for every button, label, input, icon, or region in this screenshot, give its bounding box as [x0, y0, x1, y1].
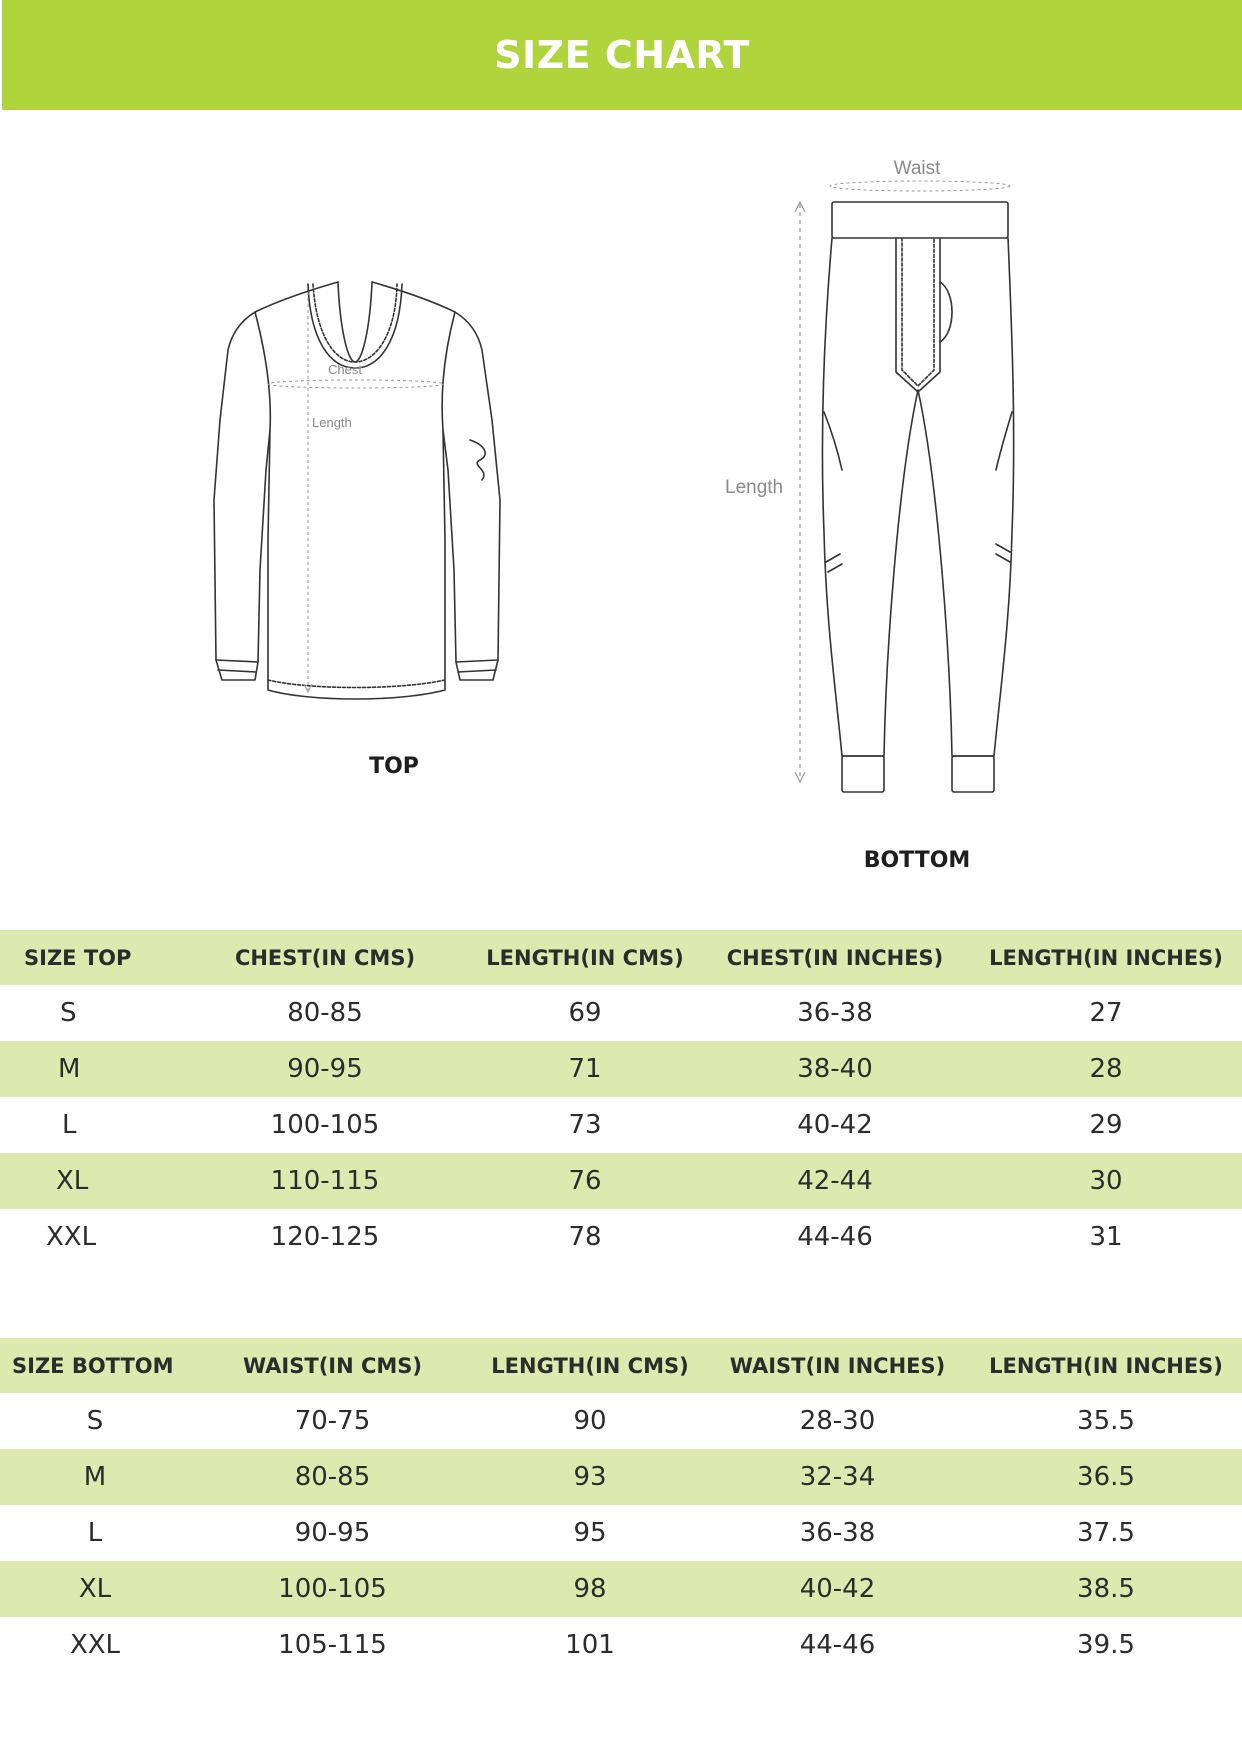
- table-cell: 90-95: [294, 1518, 371, 1548]
- table-row: [0, 1561, 1242, 1617]
- table-cell: 80-85: [287, 998, 363, 1028]
- table-cell: 36-38: [799, 1518, 876, 1548]
- column-header: LENGTH(IN INCHES): [970, 1338, 1242, 1393]
- table-cell: XXL: [69, 1630, 121, 1660]
- table-cell: 38-40: [700, 1041, 970, 1097]
- table-cell: 39.5: [1077, 1630, 1135, 1660]
- bottom-garment-illustration: [720, 152, 1020, 802]
- table-cell: 40-42: [797, 1110, 873, 1140]
- table-cell: 78: [568, 1222, 602, 1252]
- column-header: LENGTH(IN INCHES): [970, 930, 1242, 985]
- table-row: [0, 1153, 1242, 1209]
- table-cell: 35.5: [1077, 1406, 1135, 1436]
- top-size-table: [0, 930, 1242, 1265]
- table-row: [0, 1097, 1242, 1153]
- table-cell: 29: [1089, 1110, 1123, 1140]
- column-header: CHEST(IN CMS): [180, 930, 470, 985]
- table-cell: 120-125: [270, 1222, 380, 1252]
- table-cell: 27: [1089, 998, 1123, 1028]
- table-cell: 31: [1089, 1222, 1123, 1252]
- table-cell: XXL: [46, 1222, 97, 1252]
- table-cell: 90-95: [180, 1041, 470, 1097]
- table-cell: 37.5: [1077, 1518, 1135, 1548]
- table-cell: 40-42: [705, 1561, 970, 1617]
- table-cell: 76: [470, 1153, 700, 1209]
- table-cell: 100-105: [190, 1561, 475, 1617]
- table-row: [0, 1505, 1242, 1561]
- table-cell: 98: [475, 1561, 705, 1617]
- table-cell: 95: [573, 1518, 607, 1548]
- table-row: [0, 1617, 1242, 1673]
- bottom-caption: BOTTOM: [863, 848, 971, 873]
- table-cell: 73: [568, 1110, 602, 1140]
- table-cell: 100-105: [270, 1110, 380, 1140]
- table-cell: 69: [568, 998, 602, 1028]
- column-header: LENGTH(IN CMS): [475, 1338, 705, 1393]
- bottom-length-label: Length: [725, 477, 784, 498]
- table-row: [0, 1209, 1242, 1265]
- title-banner: [2, 0, 1242, 110]
- table-cell: S: [60, 998, 77, 1028]
- waist-label: Waist: [893, 158, 941, 179]
- table-cell: 80-85: [190, 1449, 475, 1505]
- table-row: [0, 985, 1242, 1041]
- table-cell: 105-115: [278, 1630, 387, 1660]
- column-header: SIZE TOP: [0, 930, 180, 985]
- top-length-label: Length: [312, 415, 352, 430]
- chest-label: Chest: [328, 362, 362, 377]
- top-caption: TOP: [369, 754, 419, 779]
- table-cell: 36.5: [970, 1449, 1242, 1505]
- table-cell: XL: [0, 1561, 190, 1617]
- table-cell: 110-115: [180, 1153, 470, 1209]
- table-cell: XL: [0, 1153, 180, 1209]
- page-title: SIZE CHART: [494, 33, 750, 77]
- table-cell: L: [87, 1518, 103, 1548]
- table-cell: L: [62, 1110, 77, 1140]
- table-cell: 90: [573, 1406, 607, 1436]
- table-cell: 42-44: [700, 1153, 970, 1209]
- column-header: WAIST(IN INCHES): [705, 1338, 970, 1393]
- table-cell: S: [86, 1406, 104, 1436]
- table-cell: 38.5: [970, 1561, 1242, 1617]
- column-header: SIZE BOTTOM: [0, 1338, 190, 1393]
- table-cell: 32-34: [705, 1449, 970, 1505]
- table-cell: 71: [470, 1041, 700, 1097]
- table-row: [0, 1041, 1242, 1097]
- table-cell: 44-46: [797, 1222, 873, 1252]
- bottom-size-table: [0, 1338, 1242, 1673]
- table-cell: 36-38: [797, 998, 873, 1028]
- table-row: [0, 1393, 1242, 1449]
- top-table-header: [0, 930, 1242, 985]
- table-cell: 70-75: [294, 1406, 371, 1436]
- table-cell: 93: [475, 1449, 705, 1505]
- table-row: [0, 1449, 1242, 1505]
- table-cell: 28: [970, 1041, 1242, 1097]
- table-cell: M: [0, 1041, 180, 1097]
- table-cell: M: [0, 1449, 190, 1505]
- table-cell: 30: [970, 1153, 1242, 1209]
- bottom-table-header: [0, 1338, 1242, 1393]
- column-header: LENGTH(IN CMS): [470, 930, 700, 985]
- table-cell: 101: [565, 1630, 615, 1660]
- column-header: CHEST(IN INCHES): [700, 930, 970, 985]
- column-header: WAIST(IN CMS): [190, 1338, 475, 1393]
- table-cell: 44-46: [799, 1630, 876, 1660]
- table-cell: 28-30: [799, 1406, 876, 1436]
- top-garment-illustration: [200, 270, 580, 720]
